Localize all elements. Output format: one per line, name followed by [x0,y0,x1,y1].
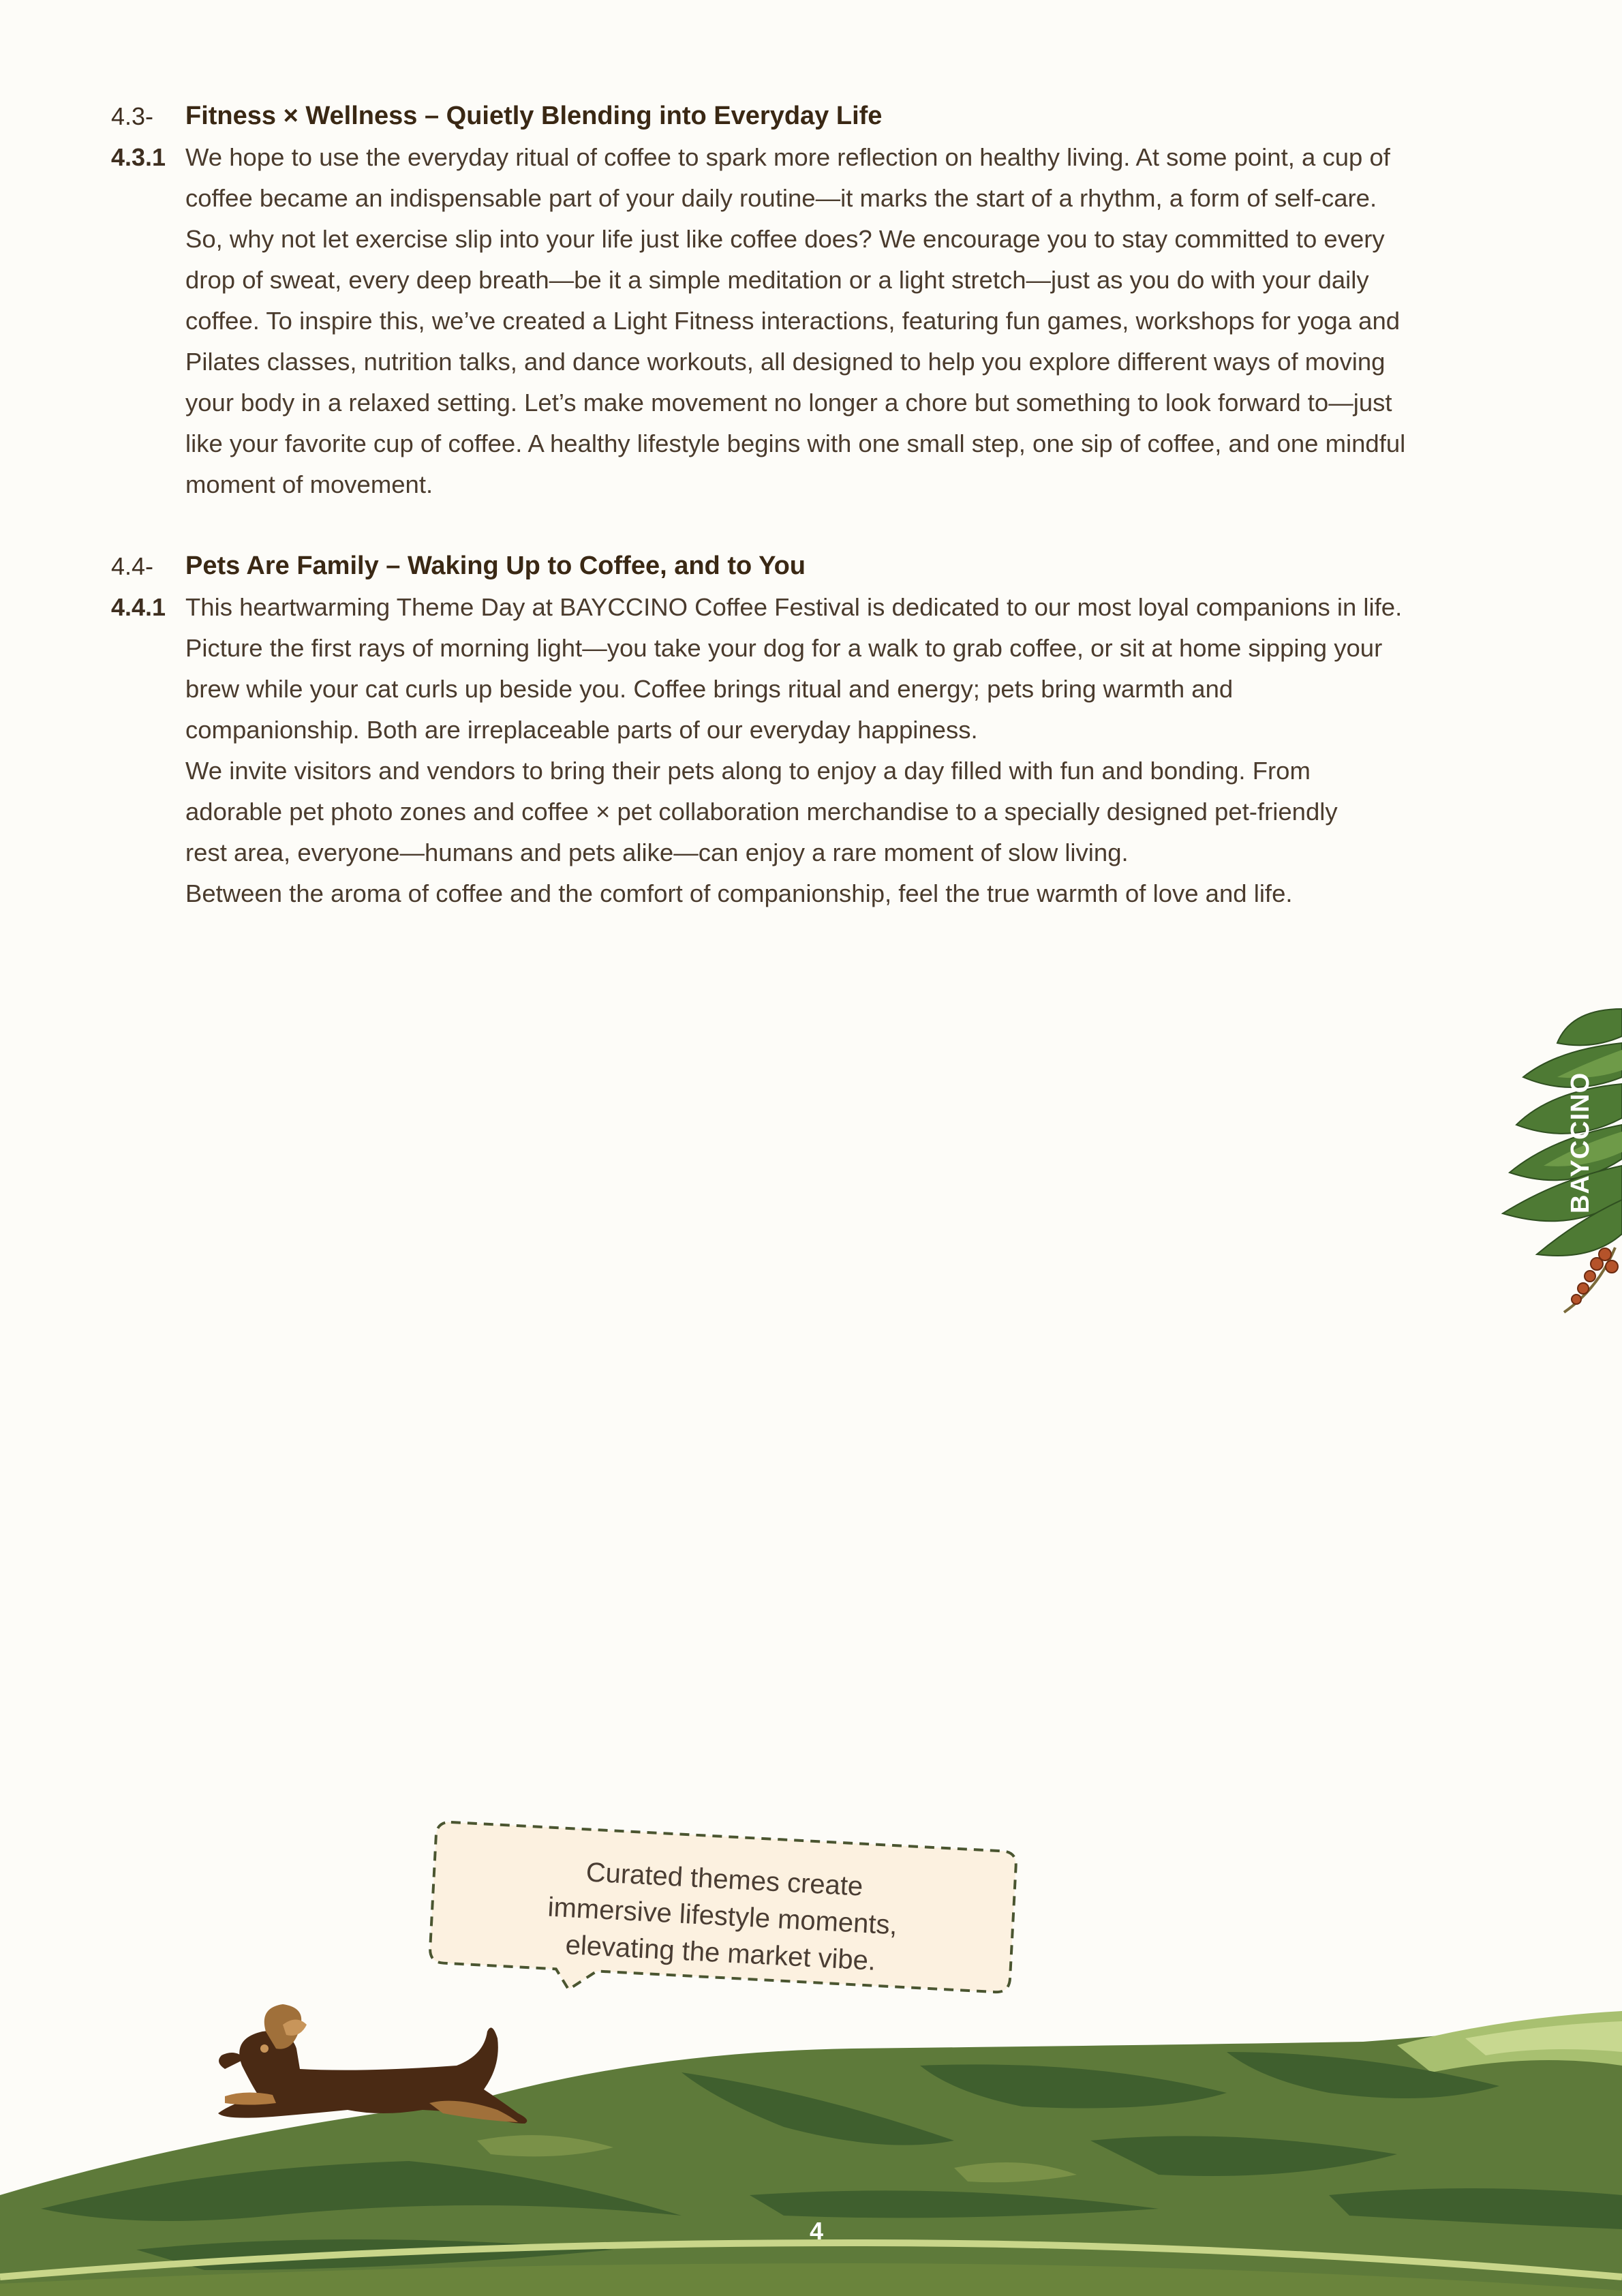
callout-bubble [425,1819,1020,2020]
page-number: 4 [809,2217,824,2245]
callout-line: immersive lifestyle moments, [547,1892,898,1941]
body-line: like your favorite cup of coffee. A healthy lifestyle begins with one small step, one sip of coffee, and one mindful [185,429,1406,457]
body-line: We hope to use the everyday ritual of coffee to spark more reflection on healthy living. At some point, a cup of [185,143,1390,171]
body-line: companionship. Both are irreplaceable parts of our everyday happiness. [185,716,978,744]
callout-line: elevating the market vibe. [564,1930,877,1976]
section-body [185,587,1548,914]
body-line: So, why not let exercise slip into your life just like coffee does? We encourage you to stay committed to every [185,225,1385,253]
body-line: brew while your cat curls up beside you. Coffee brings ritual and energy; pets bring warmth and [185,675,1234,703]
body-line: Pilates classes, nutrition talks, and dance workouts, all designed to help you explore different ways of moving [185,348,1386,376]
body-line: We invite visitors and vendors to bring their pets along to enjoy a day filled with fun and bonding. From [185,757,1311,785]
subsection-number: 4.4.1 [111,593,166,621]
coffee-branch-illustration [1496,1002,1622,1323]
section-number: 4.3- [111,102,154,130]
body-line: This heartwarming Theme Day at BAYCCINO Coffee Festival is dedicated to our most loyal companions in life. [185,593,1403,621]
section-number: 4.4- [111,552,154,580]
body-line: moment of movement. [185,470,433,498]
section-body [185,137,1548,505]
body-line: Picture the first rays of morning light—you take your dog for a walk to grab coffee, or sit at home sipping your [185,634,1383,662]
body-line: adorable pet photo zones and coffee × pet collaboration merchandise to a specially designed pet-friendly [185,798,1338,826]
dog-illustration [211,2001,579,2164]
body-line: coffee became an indispensable part of your daily routine—it marks the start of a rhythm, a form of self-care. [185,184,1377,212]
callout-line: Curated themes create [585,1857,864,1902]
body-line: your body in a relaxed setting. Let’s make movement no longer a chore but something to look forward to—just [185,389,1392,417]
body-line: Between the aroma of coffee and the comfort of companionship, feel the true warmth of love and life. [185,879,1293,907]
section-title: Pets Are Family – Waking Up to Coffee, and to You [185,552,806,580]
brand-logo: BAYCCINO [1566,1072,1595,1213]
body-line: coffee. To inspire this, we’ve created a Light Fitness interactions, featuring fun games, workshops for yoga and [185,307,1401,335]
body-line: drop of sweat, every deep breath—be it a simple meditation or a light stretch—just as you do with your daily [185,266,1369,294]
section-title: Fitness × Wellness – Quietly Blending into Everyday Life [185,102,883,130]
subsection-number: 4.3.1 [111,143,166,171]
body-line: rest area, everyone—humans and pets alike—can enjoy a rare moment of slow living. [185,839,1129,866]
